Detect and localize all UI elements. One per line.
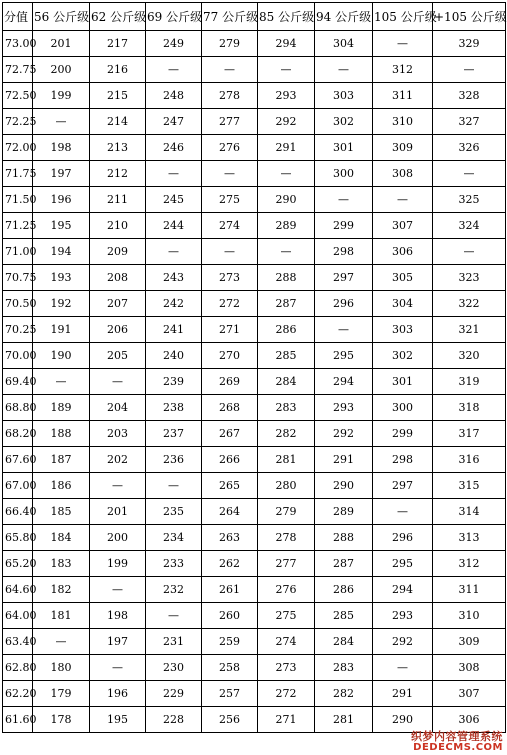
table-cell: 305 bbox=[373, 265, 433, 291]
table-cell: 211 bbox=[90, 187, 146, 213]
table-cell: 189 bbox=[33, 395, 90, 421]
table-cell: 280 bbox=[258, 473, 315, 499]
table-cell: 264 bbox=[202, 499, 258, 525]
table-cell: — bbox=[433, 161, 506, 187]
table-cell: 195 bbox=[90, 707, 146, 733]
score-cell: 73.00 bbox=[3, 31, 33, 57]
table-cell: 282 bbox=[315, 681, 373, 707]
score-cell: 63.40 bbox=[3, 629, 33, 655]
table-cell: — bbox=[90, 369, 146, 395]
table-cell: 199 bbox=[33, 83, 90, 109]
table-cell: 303 bbox=[373, 317, 433, 343]
header-weight-class: 62 公斤级 bbox=[90, 3, 146, 31]
table-cell: — bbox=[146, 57, 202, 83]
table-cell: 291 bbox=[315, 447, 373, 473]
table-cell: 315 bbox=[433, 473, 506, 499]
table-cell: 273 bbox=[258, 655, 315, 681]
table-row bbox=[3, 213, 506, 239]
table-cell: 208 bbox=[90, 265, 146, 291]
table-cell: 325 bbox=[433, 187, 506, 213]
table-cell: 204 bbox=[90, 395, 146, 421]
table-cell: 184 bbox=[33, 525, 90, 551]
table-cell: 249 bbox=[146, 31, 202, 57]
table-cell: 296 bbox=[315, 291, 373, 317]
table-cell: 279 bbox=[258, 499, 315, 525]
table-cell: 197 bbox=[33, 161, 90, 187]
table-cell: 310 bbox=[433, 603, 506, 629]
table-cell: 187 bbox=[33, 447, 90, 473]
table-row bbox=[3, 57, 506, 83]
score-cell: 66.40 bbox=[3, 499, 33, 525]
table-cell: 297 bbox=[373, 473, 433, 499]
table-cell: 247 bbox=[146, 109, 202, 135]
table-cell: 291 bbox=[373, 681, 433, 707]
table-cell: 309 bbox=[373, 135, 433, 161]
table-cell: 289 bbox=[258, 213, 315, 239]
table-cell: 261 bbox=[202, 577, 258, 603]
table-cell: 317 bbox=[433, 421, 506, 447]
table-cell: — bbox=[202, 57, 258, 83]
table-cell: 242 bbox=[146, 291, 202, 317]
table-cell: 203 bbox=[90, 421, 146, 447]
score-cell: 72.25 bbox=[3, 109, 33, 135]
table-cell: 190 bbox=[33, 343, 90, 369]
table-cell: 293 bbox=[373, 603, 433, 629]
table-cell: 312 bbox=[433, 551, 506, 577]
score-cell: 68.20 bbox=[3, 421, 33, 447]
table-cell: — bbox=[146, 161, 202, 187]
table-cell: — bbox=[258, 239, 315, 265]
table-cell: 301 bbox=[373, 369, 433, 395]
table-row bbox=[3, 265, 506, 291]
score-cell: 62.20 bbox=[3, 681, 33, 707]
table-header-row bbox=[3, 3, 506, 31]
table-row bbox=[3, 707, 506, 733]
table-cell: — bbox=[373, 187, 433, 213]
table-cell: 287 bbox=[315, 551, 373, 577]
table-cell: 316 bbox=[433, 447, 506, 473]
table-cell: 210 bbox=[90, 213, 146, 239]
table-cell: 312 bbox=[373, 57, 433, 83]
table-cell: 258 bbox=[202, 655, 258, 681]
table-cell: — bbox=[315, 317, 373, 343]
table-cell: 300 bbox=[315, 161, 373, 187]
table-cell: — bbox=[373, 31, 433, 57]
score-cell: 70.25 bbox=[3, 317, 33, 343]
table-cell: 304 bbox=[373, 291, 433, 317]
table-row bbox=[3, 187, 506, 213]
table-cell: 290 bbox=[258, 187, 315, 213]
table-cell: 298 bbox=[315, 239, 373, 265]
table-cell: 277 bbox=[202, 109, 258, 135]
table-cell: 198 bbox=[33, 135, 90, 161]
table-cell: 199 bbox=[90, 551, 146, 577]
table-cell: — bbox=[433, 239, 506, 265]
table-cell: 327 bbox=[433, 109, 506, 135]
score-cell: 70.75 bbox=[3, 265, 33, 291]
table-cell: 319 bbox=[433, 369, 506, 395]
score-cell: 68.80 bbox=[3, 395, 33, 421]
score-cell: 61.60 bbox=[3, 707, 33, 733]
table-cell: 318 bbox=[433, 395, 506, 421]
table-cell: 295 bbox=[373, 551, 433, 577]
table-cell: 311 bbox=[433, 577, 506, 603]
table-cell: 205 bbox=[90, 343, 146, 369]
table-cell: 231 bbox=[146, 629, 202, 655]
table-cell: 304 bbox=[315, 31, 373, 57]
table-cell: 295 bbox=[315, 343, 373, 369]
table-cell: 271 bbox=[202, 317, 258, 343]
table-cell: 286 bbox=[315, 577, 373, 603]
table-cell: 277 bbox=[258, 551, 315, 577]
table-cell: 237 bbox=[146, 421, 202, 447]
table-cell: — bbox=[373, 499, 433, 525]
table-row bbox=[3, 655, 506, 681]
table-cell: 196 bbox=[90, 681, 146, 707]
table-cell: 238 bbox=[146, 395, 202, 421]
table-cell: 263 bbox=[202, 525, 258, 551]
table-cell: 303 bbox=[315, 83, 373, 109]
table-cell: 292 bbox=[373, 629, 433, 655]
table-cell: 281 bbox=[315, 707, 373, 733]
table-cell: 260 bbox=[202, 603, 258, 629]
table-cell: 200 bbox=[90, 525, 146, 551]
table-cell: 285 bbox=[258, 343, 315, 369]
table-cell: 239 bbox=[146, 369, 202, 395]
table-cell: 294 bbox=[373, 577, 433, 603]
table-cell: 306 bbox=[373, 239, 433, 265]
table-cell: 276 bbox=[258, 577, 315, 603]
watermark-logo bbox=[411, 731, 503, 753]
table-cell: 270 bbox=[202, 343, 258, 369]
score-cell: 71.25 bbox=[3, 213, 33, 239]
table-cell: 230 bbox=[146, 655, 202, 681]
table-row bbox=[3, 161, 506, 187]
table-cell: 301 bbox=[315, 135, 373, 161]
table-cell: 193 bbox=[33, 265, 90, 291]
header-score: 分值 bbox=[3, 3, 33, 31]
header-weight-class: +105 公斤级 bbox=[433, 3, 506, 31]
score-cell: 64.00 bbox=[3, 603, 33, 629]
table-cell: 290 bbox=[373, 707, 433, 733]
table-row bbox=[3, 473, 506, 499]
table-cell: 320 bbox=[433, 343, 506, 369]
table-row bbox=[3, 421, 506, 447]
table-cell: — bbox=[146, 239, 202, 265]
table-cell: 326 bbox=[433, 135, 506, 161]
header-weight-class: 105 公斤级 bbox=[373, 3, 433, 31]
table-cell: 275 bbox=[258, 603, 315, 629]
table-cell: 294 bbox=[258, 31, 315, 57]
table-cell: 274 bbox=[258, 629, 315, 655]
table-cell: 275 bbox=[202, 187, 258, 213]
table-cell: 307 bbox=[433, 681, 506, 707]
table-row bbox=[3, 83, 506, 109]
table-cell: 228 bbox=[146, 707, 202, 733]
table-cell: — bbox=[202, 239, 258, 265]
watermark-line1: 织梦内容管理系统 bbox=[411, 729, 503, 743]
table-cell: — bbox=[33, 109, 90, 135]
score-cell: 70.00 bbox=[3, 343, 33, 369]
table-cell: 288 bbox=[315, 525, 373, 551]
table-cell: 288 bbox=[258, 265, 315, 291]
table-cell: 259 bbox=[202, 629, 258, 655]
table-row bbox=[3, 239, 506, 265]
table-cell: — bbox=[33, 369, 90, 395]
table-row bbox=[3, 31, 506, 57]
table-cell: 182 bbox=[33, 577, 90, 603]
score-cell: 65.80 bbox=[3, 525, 33, 551]
table-cell: 294 bbox=[315, 369, 373, 395]
score-table bbox=[2, 2, 506, 733]
score-cell: 70.50 bbox=[3, 291, 33, 317]
table-cell: 236 bbox=[146, 447, 202, 473]
table-cell: — bbox=[315, 187, 373, 213]
table-row bbox=[3, 395, 506, 421]
table-cell: 217 bbox=[90, 31, 146, 57]
table-cell: 310 bbox=[373, 109, 433, 135]
table-cell: 292 bbox=[315, 421, 373, 447]
table-cell: 200 bbox=[33, 57, 90, 83]
table-cell: 302 bbox=[315, 109, 373, 135]
table-cell: 188 bbox=[33, 421, 90, 447]
table-cell: 272 bbox=[258, 681, 315, 707]
table-row bbox=[3, 499, 506, 525]
table-cell: 192 bbox=[33, 291, 90, 317]
score-cell: 65.20 bbox=[3, 551, 33, 577]
table-cell: 298 bbox=[373, 447, 433, 473]
table-cell: 248 bbox=[146, 83, 202, 109]
table-cell: 201 bbox=[90, 499, 146, 525]
table-cell: 202 bbox=[90, 447, 146, 473]
table-cell: 273 bbox=[202, 265, 258, 291]
table-cell: 285 bbox=[315, 603, 373, 629]
table-cell: 244 bbox=[146, 213, 202, 239]
table-cell: 183 bbox=[33, 551, 90, 577]
table-cell: 191 bbox=[33, 317, 90, 343]
header-weight-class: 77 公斤级 bbox=[202, 3, 258, 31]
table-cell: 281 bbox=[258, 447, 315, 473]
table-cell: 284 bbox=[258, 369, 315, 395]
table-cell: 262 bbox=[202, 551, 258, 577]
table-cell: 300 bbox=[373, 395, 433, 421]
table-cell: 302 bbox=[373, 343, 433, 369]
table-row bbox=[3, 343, 506, 369]
table-cell: 235 bbox=[146, 499, 202, 525]
table-cell: 179 bbox=[33, 681, 90, 707]
table-cell: 197 bbox=[90, 629, 146, 655]
table-cell: — bbox=[146, 473, 202, 499]
table-row bbox=[3, 291, 506, 317]
table-cell: 271 bbox=[258, 707, 315, 733]
score-cell: 71.50 bbox=[3, 187, 33, 213]
table-cell: 212 bbox=[90, 161, 146, 187]
table-cell: 185 bbox=[33, 499, 90, 525]
table-cell: 284 bbox=[315, 629, 373, 655]
score-cell: 62.80 bbox=[3, 655, 33, 681]
table-row bbox=[3, 447, 506, 473]
table-cell: 206 bbox=[90, 317, 146, 343]
table-row bbox=[3, 551, 506, 577]
table-cell: 229 bbox=[146, 681, 202, 707]
table-cell: 207 bbox=[90, 291, 146, 317]
table-cell: 297 bbox=[315, 265, 373, 291]
table-cell: 274 bbox=[202, 213, 258, 239]
table-cell: 246 bbox=[146, 135, 202, 161]
table-cell: 309 bbox=[433, 629, 506, 655]
table-cell: 321 bbox=[433, 317, 506, 343]
table-cell: — bbox=[90, 473, 146, 499]
header-weight-class: 56 公斤级 bbox=[33, 3, 90, 31]
table-cell: 257 bbox=[202, 681, 258, 707]
header-weight-class: 69 公斤级 bbox=[146, 3, 202, 31]
table-cell: 194 bbox=[33, 239, 90, 265]
table-cell: 279 bbox=[202, 31, 258, 57]
table-cell: 256 bbox=[202, 707, 258, 733]
table-cell: 196 bbox=[33, 187, 90, 213]
table-row bbox=[3, 317, 506, 343]
table-row bbox=[3, 369, 506, 395]
table-cell: 283 bbox=[258, 395, 315, 421]
table-cell: 201 bbox=[33, 31, 90, 57]
table-cell: 278 bbox=[258, 525, 315, 551]
table-cell: 314 bbox=[433, 499, 506, 525]
score-cell: 64.60 bbox=[3, 577, 33, 603]
score-cell: 71.00 bbox=[3, 239, 33, 265]
table-cell: 233 bbox=[146, 551, 202, 577]
table-cell: 178 bbox=[33, 707, 90, 733]
table-cell: 234 bbox=[146, 525, 202, 551]
table-row bbox=[3, 135, 506, 161]
table-cell: 283 bbox=[315, 655, 373, 681]
table-row bbox=[3, 603, 506, 629]
table-body bbox=[3, 31, 506, 733]
table-cell: 329 bbox=[433, 31, 506, 57]
table-cell: 268 bbox=[202, 395, 258, 421]
table-cell: — bbox=[258, 161, 315, 187]
score-cell: 67.00 bbox=[3, 473, 33, 499]
table-cell: 181 bbox=[33, 603, 90, 629]
table-cell: 209 bbox=[90, 239, 146, 265]
table-cell: — bbox=[90, 655, 146, 681]
table-cell: 241 bbox=[146, 317, 202, 343]
table-cell: 267 bbox=[202, 421, 258, 447]
table-cell: 291 bbox=[258, 135, 315, 161]
table-cell: 287 bbox=[258, 291, 315, 317]
table-row bbox=[3, 681, 506, 707]
table-cell: 213 bbox=[90, 135, 146, 161]
header-weight-class: 85 公斤级 bbox=[258, 3, 315, 31]
table-cell: 308 bbox=[433, 655, 506, 681]
table-cell: — bbox=[315, 57, 373, 83]
table-cell: 243 bbox=[146, 265, 202, 291]
table-cell: 322 bbox=[433, 291, 506, 317]
table-cell: 278 bbox=[202, 83, 258, 109]
table-cell: 324 bbox=[433, 213, 506, 239]
table-cell: 328 bbox=[433, 83, 506, 109]
table-cell: 266 bbox=[202, 447, 258, 473]
table-cell: 215 bbox=[90, 83, 146, 109]
score-cell: 69.40 bbox=[3, 369, 33, 395]
watermark-line2: DEDECMS.COM bbox=[413, 741, 503, 753]
table-cell: — bbox=[146, 603, 202, 629]
table-cell: 195 bbox=[33, 213, 90, 239]
score-cell: 72.00 bbox=[3, 135, 33, 161]
score-cell: 71.75 bbox=[3, 161, 33, 187]
table-row bbox=[3, 629, 506, 655]
table-cell: 216 bbox=[90, 57, 146, 83]
table-row bbox=[3, 577, 506, 603]
table-cell: 311 bbox=[373, 83, 433, 109]
table-cell: 293 bbox=[315, 395, 373, 421]
header-weight-class: 94 公斤级 bbox=[315, 3, 373, 31]
table-cell: 272 bbox=[202, 291, 258, 317]
table-cell: 198 bbox=[90, 603, 146, 629]
table-row bbox=[3, 525, 506, 551]
table-cell: 282 bbox=[258, 421, 315, 447]
table-cell: 289 bbox=[315, 499, 373, 525]
table-cell: — bbox=[202, 161, 258, 187]
table-cell: — bbox=[90, 577, 146, 603]
score-cell: 72.50 bbox=[3, 83, 33, 109]
table-cell: 290 bbox=[315, 473, 373, 499]
table-cell: 245 bbox=[146, 187, 202, 213]
table-row bbox=[3, 109, 506, 135]
score-cell: 72.75 bbox=[3, 57, 33, 83]
table-cell: — bbox=[33, 629, 90, 655]
table-cell: 313 bbox=[433, 525, 506, 551]
table-cell: 296 bbox=[373, 525, 433, 551]
table-cell: 180 bbox=[33, 655, 90, 681]
table-cell: 265 bbox=[202, 473, 258, 499]
table-cell: 232 bbox=[146, 577, 202, 603]
table-cell: 293 bbox=[258, 83, 315, 109]
table-cell: 308 bbox=[373, 161, 433, 187]
table-cell: 286 bbox=[258, 317, 315, 343]
table-cell: 307 bbox=[373, 213, 433, 239]
table-cell: 292 bbox=[258, 109, 315, 135]
table-cell: 276 bbox=[202, 135, 258, 161]
table-cell: — bbox=[373, 655, 433, 681]
table-cell: — bbox=[258, 57, 315, 83]
score-cell: 67.60 bbox=[3, 447, 33, 473]
table-cell: 299 bbox=[373, 421, 433, 447]
table-cell: 269 bbox=[202, 369, 258, 395]
table-cell: 214 bbox=[90, 109, 146, 135]
table-cell: 299 bbox=[315, 213, 373, 239]
table-cell: 306 bbox=[433, 707, 506, 733]
table-cell: — bbox=[433, 57, 506, 83]
table-cell: 186 bbox=[33, 473, 90, 499]
table-cell: 323 bbox=[433, 265, 506, 291]
table-cell: 240 bbox=[146, 343, 202, 369]
